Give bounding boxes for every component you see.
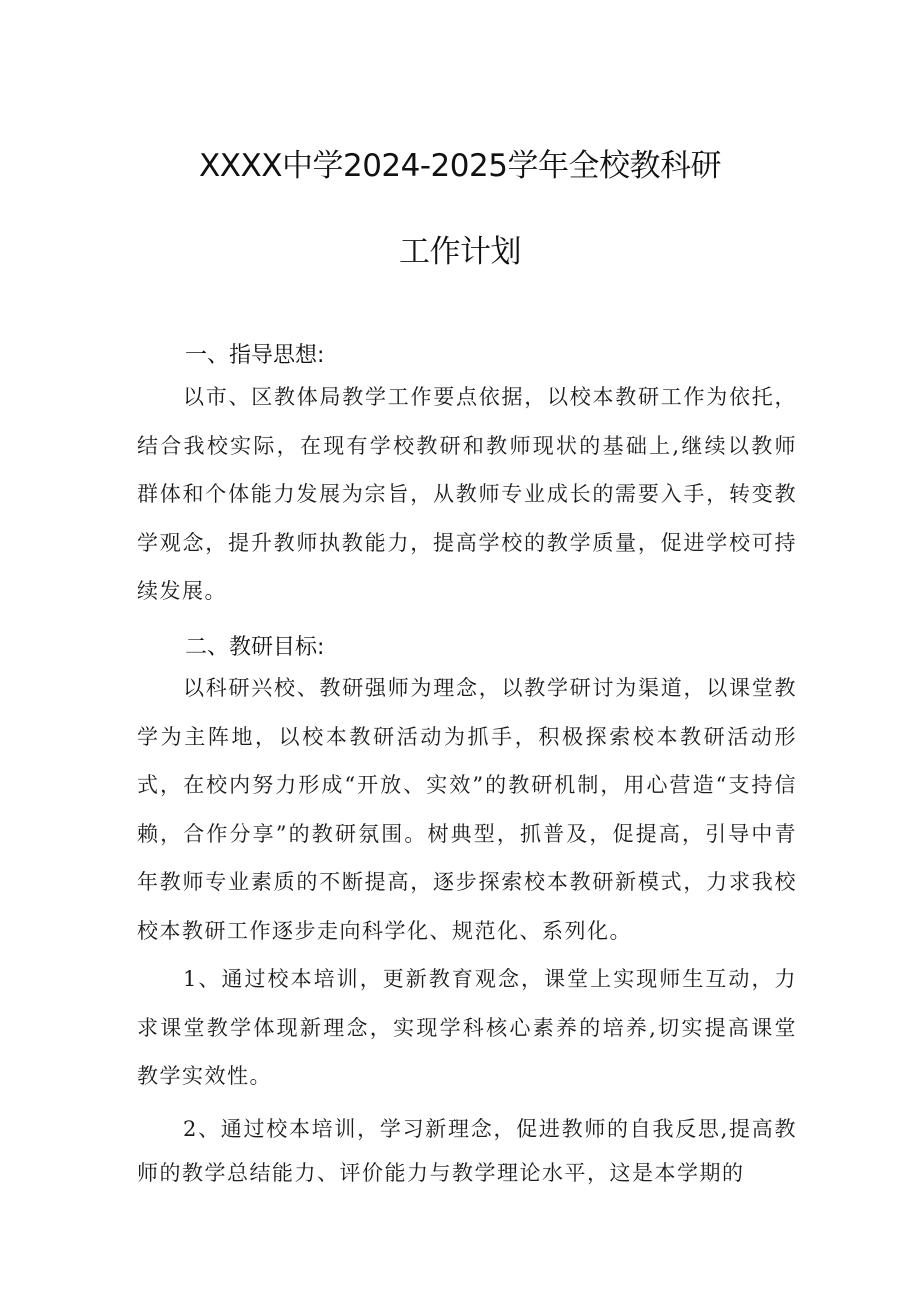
section-body-guiding-ideology: 以市、区教体局教学工作要点依据，以校本教研工作为依托，结合我校实际，在现有学校教研和教师现状的基础上,继续以教师群体和个体能力发展为宗旨，从教师专业成长的需要入手，转变教学观念，提升教师执教能力，提高学校的教学质量，促进学校可持续发展。 [137, 385, 797, 604]
document-title-line-1: XXXX中学2024-2025学年全校教科研 [199, 148, 721, 184]
list-item-2: 2、通过校本培训，学习新理念，促进教师的自我反思,提高教师的教学总结能力、评价能力与教学理论水平，这是本学期的 [137, 1117, 797, 1185]
list-item-1: 1、通过校本培训，更新教育观念，课堂上实现师生互动，力求课堂教学体现新理念，实现学科核心素养的培养,切实提高课堂教学实效性。 [137, 967, 797, 1089]
document-title-line-2: 工作计划 [399, 234, 521, 270]
section-body-research-goals: 以科研兴校、教研强师为理念，以教学研讨为渠道，以课堂教学为主阵地，以校本教研活动为抓手，积极探索校本教研活动形式，在校内努力形成“开放、实效”的教研机制，用心营造“支持信赖，合作分享”的教研氛围。树典型，抓普及，促提高，引导中青年教师专业素质的不断提高，逐步探索校本教研新模式，力求我校校本教研工作逐步走向科学化、规范化、系列化。 [137, 676, 797, 943]
section-heading-research-goals: 二、教研目标: [185, 635, 325, 660]
section-heading-guiding-ideology: 一、指导思想: [185, 343, 325, 368]
